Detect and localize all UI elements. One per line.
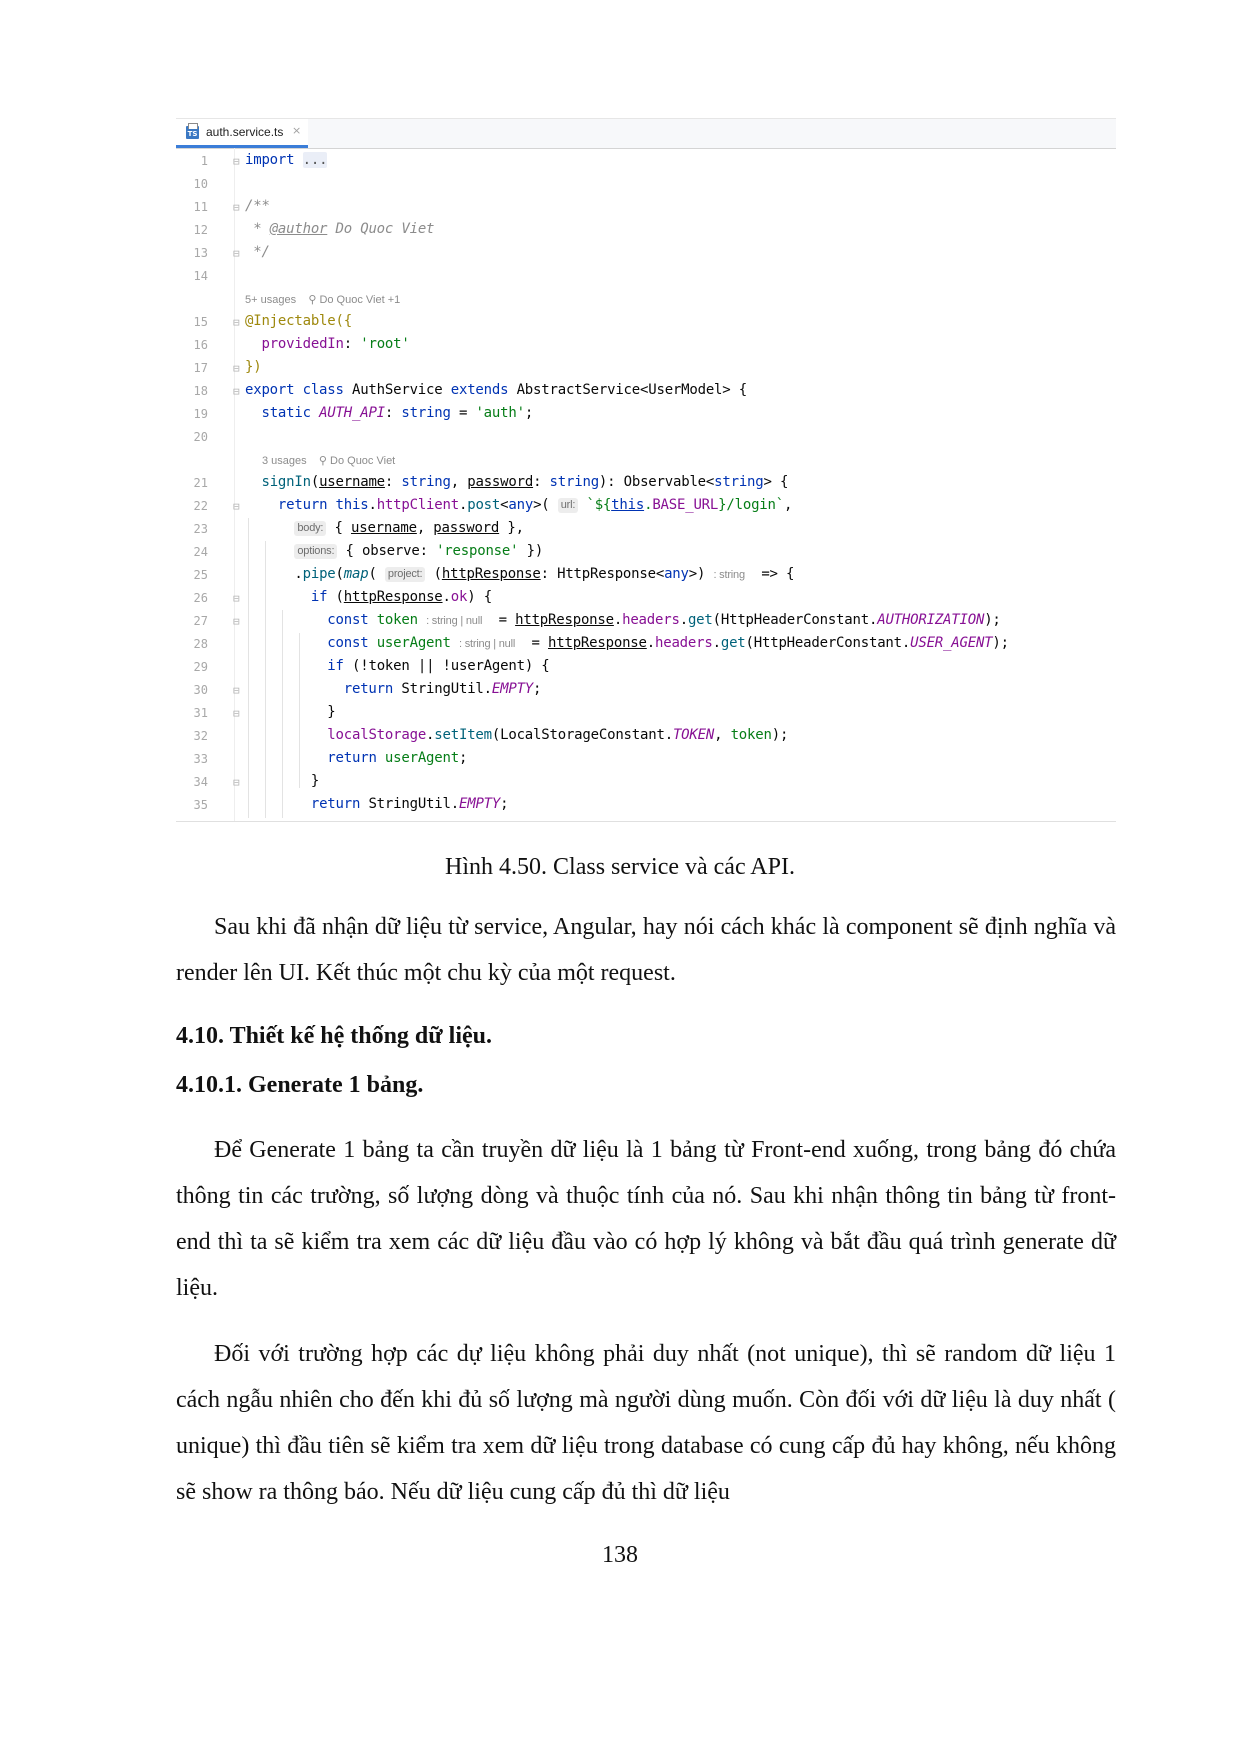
line-number: 23: [193, 522, 208, 536]
code-line[interactable]: }: [245, 704, 336, 720]
subsection-heading: 4.10.1. Generate 1 bảng.: [176, 1072, 424, 1098]
code-line[interactable]: /**: [245, 198, 270, 214]
code-line[interactable]: signIn(username: string, password: string): Observable<string> {: [261, 474, 789, 490]
line-number: 31: [193, 706, 208, 720]
author-icon: ⚲: [318, 455, 327, 467]
fold-marker-icon[interactable]: ⊟: [233, 500, 240, 513]
line-number: 25: [193, 568, 208, 582]
collapsed-imports[interactable]: ...: [302, 152, 328, 168]
editor-tab-auth-service[interactable]: [176, 119, 308, 148]
line-number: 21: [193, 476, 208, 490]
line-number: 28: [193, 637, 208, 651]
code-line[interactable]: */: [245, 244, 270, 260]
section-heading: 4.10. Thiết kế hệ thống dữ liệu.: [176, 1023, 493, 1049]
line-number: 20: [193, 430, 208, 444]
fold-marker-icon[interactable]: ⊟: [233, 385, 240, 398]
line-number: 26: [193, 591, 208, 605]
line-number: 34: [193, 775, 208, 789]
line-number: 15: [193, 315, 208, 329]
author-icon: ⚲: [308, 294, 317, 306]
code-line[interactable]: import ...: [245, 152, 328, 168]
line-number: 12: [193, 223, 208, 237]
line-number: 22: [193, 499, 208, 513]
fold-marker-icon[interactable]: ⊟: [233, 707, 240, 720]
code-line[interactable]: }): [245, 359, 262, 375]
code-line[interactable]: if (httpResponse.ok) {: [310, 589, 492, 605]
usages-hint[interactable]: 5+ usages ⚲ Do Quoc Viet +1: [245, 294, 401, 306]
line-number: 11: [193, 200, 208, 214]
fold-marker-icon[interactable]: ⊟: [233, 615, 240, 628]
code-line[interactable]: @Injectable({: [245, 313, 352, 329]
line-number: 35: [193, 798, 208, 812]
tab-label: auth.service.ts: [206, 125, 284, 139]
figure-caption: Hình 4.50. Class service và các API.: [445, 854, 795, 880]
fold-marker-icon[interactable]: ⊟: [233, 316, 240, 329]
code-line[interactable]: return this.httpClient.post<any>( url: `${this.BASE_URL}/login`,: [277, 497, 793, 513]
line-number: 17: [193, 361, 208, 375]
line-number: 32: [193, 729, 208, 743]
code-line[interactable]: providedIn: 'root': [261, 336, 410, 352]
code-line[interactable]: if (!token || !userAgent) {: [327, 658, 550, 674]
line-number: 13: [193, 246, 208, 260]
code-line[interactable]: options: { observe: 'response' }): [245, 543, 543, 559]
line-number: 30: [193, 683, 208, 697]
fold-marker-icon[interactable]: ⊟: [233, 362, 240, 375]
line-number: 29: [193, 660, 208, 674]
code-line[interactable]: return userAgent;: [327, 750, 468, 766]
code-line[interactable]: static AUTH_API: string = 'auth';: [261, 405, 534, 421]
code-line[interactable]: * @author Do Quoc Viet: [245, 221, 435, 237]
editor-tab-bar: [176, 118, 1116, 149]
close-icon[interactable]: ×: [292, 124, 302, 137]
screenshot-bottom-border: [176, 821, 1116, 822]
paragraph: Để Generate 1 bảng ta cần truyền dữ liệu là 1 bảng từ Front-end xuống, trong bảng đó chứa thông tin các trường, số lượng dòng và thuộc tính của nó. Sau khi nhận thông tin bảng từ front-end thì ta sẽ kiểm tra xem các dữ liệu đầu vào có hợp lý không và bắt đầu quá trình generate dữ liệu.: [176, 1137, 1116, 1301]
page-number: 138: [602, 1542, 638, 1568]
paragraph: Sau khi đã nhận dữ liệu từ service, Angular, hay nói cách khác là component sẽ định nghĩa và render lên UI. Kết thúc một chu kỳ của một request.: [176, 914, 1116, 986]
code-line[interactable]: .pipe(map( project: (httpResponse: HttpResponse<any>) : string => {: [245, 566, 795, 582]
typescript-file-icon: TS: [186, 126, 199, 139]
paragraph: Đối với trường hợp các dự liệu không phải duy nhất (not unique), thì sẽ random dữ liệu 1 cách ngẫu nhiên cho đến khi đủ số lượng mà người dùng muốn. Còn đối với dữ liệu là duy nhất ( unique) thì đầu tiên sẽ kiểm tra xem dữ liệu trong database có cung cấp đủ hay không, nếu không sẽ show ra thông báo. Nếu dữ liệu cung cấp đủ thì dữ liệu: [176, 1341, 1116, 1505]
line-number: 24: [193, 545, 208, 559]
fold-marker-icon[interactable]: ⊟: [233, 684, 240, 697]
line-number: 10: [193, 177, 208, 191]
fold-marker-icon[interactable]: ⊟: [233, 247, 240, 260]
usages-hint[interactable]: 3 usages ⚲ Do Quoc Viet: [262, 455, 396, 467]
code-line[interactable]: const userAgent : string | null = httpResponse.headers.get(HttpHeaderConstant.USER_AGENT);: [327, 635, 1009, 651]
fold-marker-icon[interactable]: ⊟: [233, 776, 240, 789]
line-number: 1: [200, 154, 208, 168]
fold-marker-icon[interactable]: ⊟: [233, 592, 240, 605]
line-number: 27: [193, 614, 208, 628]
code-line[interactable]: localStorage.setItem(LocalStorageConstant.TOKEN, token);: [327, 727, 789, 743]
code-line[interactable]: return StringUtil.EMPTY;: [343, 681, 542, 697]
line-number: 19: [193, 407, 208, 421]
line-number: 14: [193, 269, 208, 283]
code-editor-screenshot: [176, 118, 1116, 822]
line-number: 18: [193, 384, 208, 398]
code-line[interactable]: return StringUtil.EMPTY;: [310, 796, 509, 812]
fold-marker-icon[interactable]: ⊟: [233, 155, 240, 168]
line-number: 33: [193, 752, 208, 766]
code-line[interactable]: const token : string | null = httpResponse.headers.get(HttpHeaderConstant.AUTHORIZATION);: [327, 612, 1001, 628]
fold-marker-icon[interactable]: ⊟: [233, 201, 240, 214]
code-line[interactable]: }: [245, 773, 320, 789]
code-line[interactable]: body: { username, password },: [245, 520, 524, 536]
code-line[interactable]: export class AuthService extends AbstractService<UserModel> {: [245, 382, 747, 398]
line-number: 16: [193, 338, 208, 352]
